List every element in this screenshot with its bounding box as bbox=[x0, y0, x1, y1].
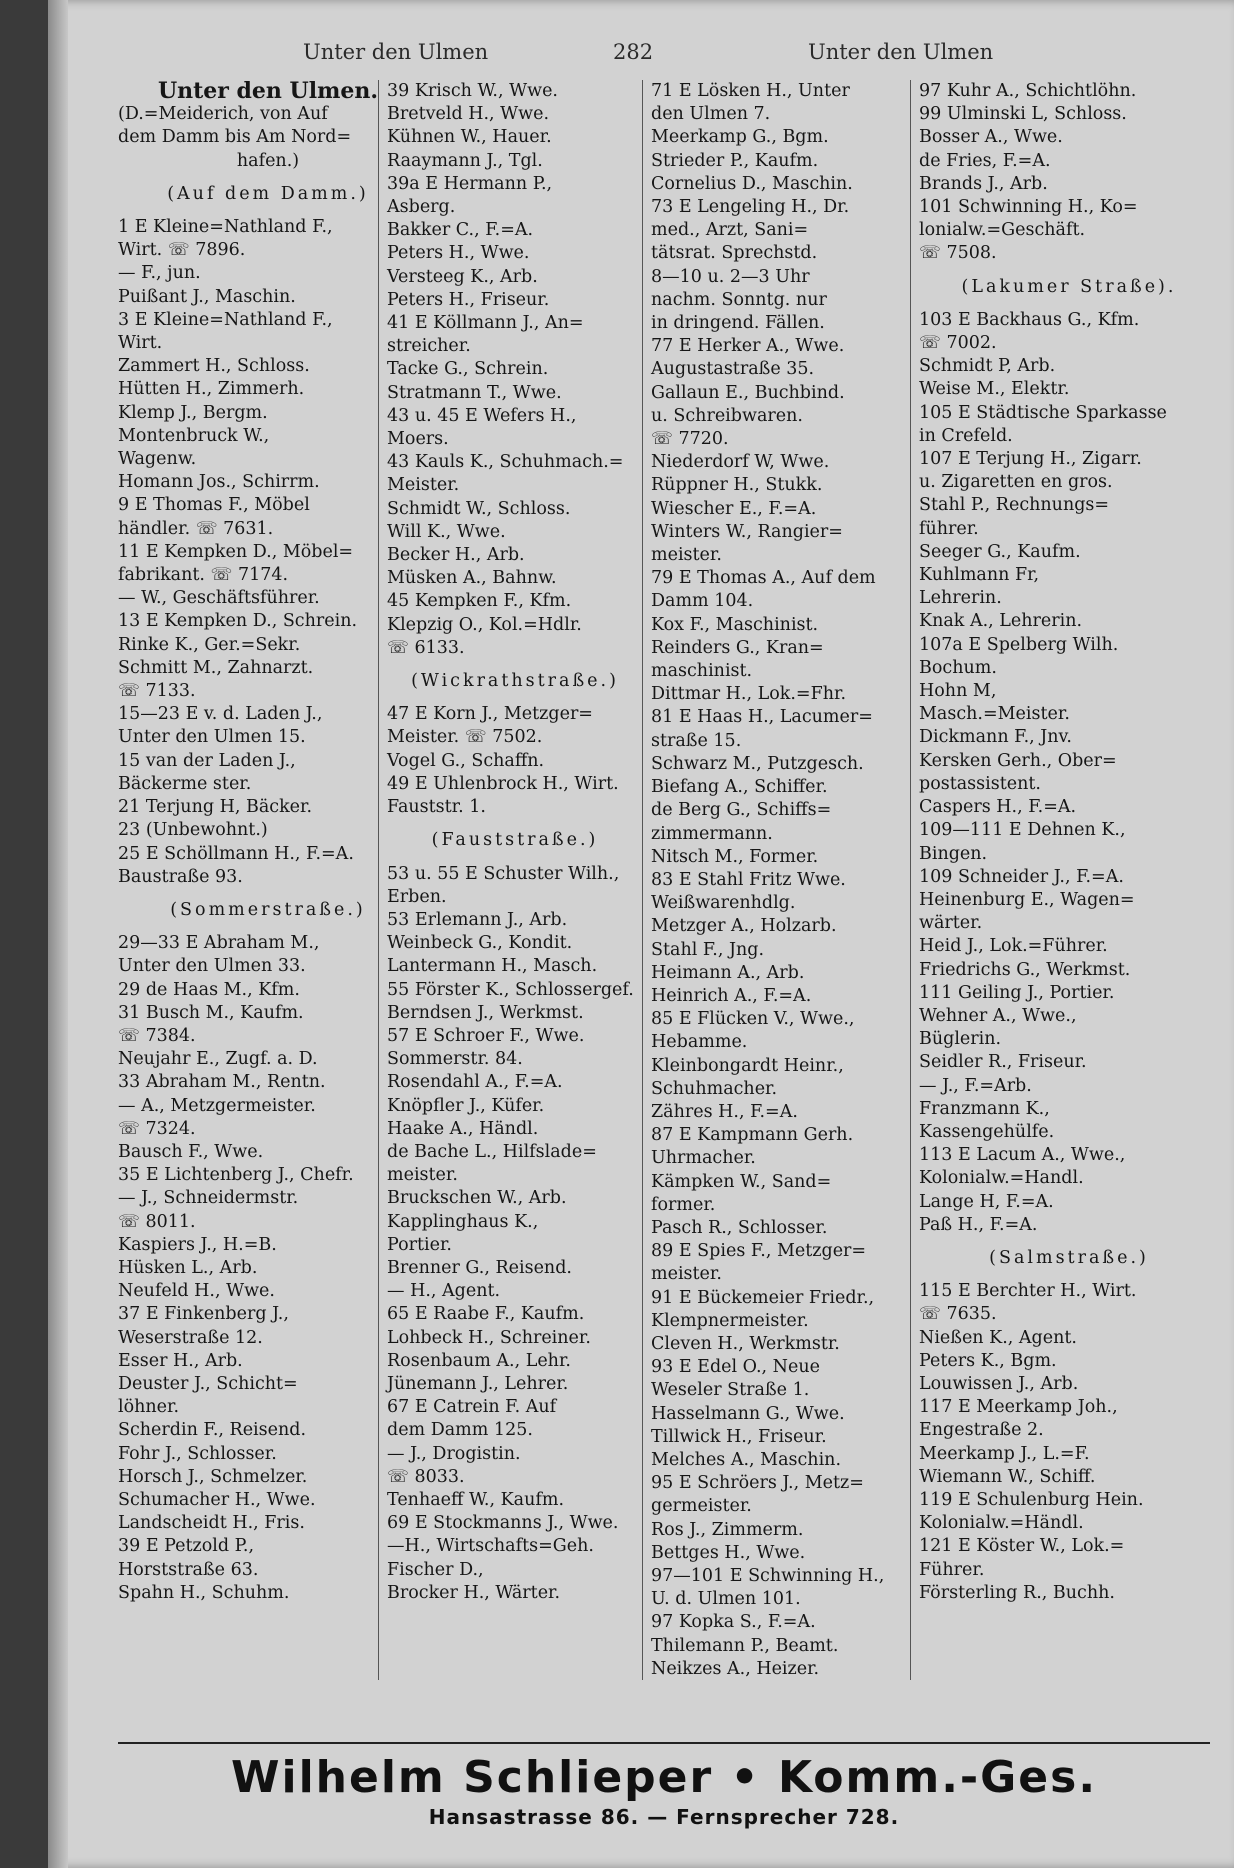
street-title: Unter den Ulmen. bbox=[157, 80, 379, 104]
directory-line: 99 Ulminski L, Schloss. bbox=[919, 104, 1127, 125]
directory-line: 67 E Catrein F. Auf bbox=[387, 1397, 557, 1418]
directory-line: U. d. Ulmen 101. bbox=[651, 1589, 801, 1610]
directory-line: 89 E Spies F., Metzger= bbox=[651, 1241, 867, 1262]
directory-line: germeister. bbox=[651, 1496, 752, 1517]
column-4 bbox=[910, 80, 1219, 1680]
directory-line: Lohbeck H., Schreiner. bbox=[387, 1327, 591, 1348]
directory-line: Heimann A., Arb. bbox=[651, 962, 805, 983]
directory-line: Kämpken W., Sand= bbox=[651, 1171, 832, 1192]
directory-line: Wirt. bbox=[118, 333, 163, 354]
directory-line: Kox F., Maschinist. bbox=[651, 614, 819, 635]
directory-line: 93 E Edel O., Neue bbox=[651, 1357, 820, 1378]
directory-line: Schmitt M., Zahnarzt. bbox=[118, 657, 314, 678]
cross-street-heading: (Auf dem Damm.) bbox=[167, 183, 369, 204]
directory-line: ☏ 6133. bbox=[387, 637, 465, 658]
spacer bbox=[919, 299, 1219, 309]
directory-line: 39 E Petzold P., bbox=[118, 1536, 255, 1557]
directory-line: Becker H., Arb. bbox=[387, 545, 525, 566]
page-number: 282 bbox=[613, 40, 654, 64]
directory-line: — H., Agent. bbox=[387, 1281, 501, 1302]
spacer bbox=[919, 266, 1219, 276]
directory-line: 39a E Hermann P., bbox=[387, 173, 553, 194]
directory-line: dem Damm bis Am Nord= bbox=[118, 127, 352, 148]
directory-line: Uhrmacher. bbox=[651, 1148, 756, 1169]
directory-line: Unter den Ulmen 15. bbox=[118, 727, 306, 748]
directory-line: Metzger A., Holzarb. bbox=[651, 916, 837, 937]
directory-line: u. Zigaretten en gros. bbox=[919, 472, 1113, 493]
directory-line: Pasch R., Schlosser. bbox=[651, 1217, 828, 1238]
directory-line: fabrikant. ☏ 7174. bbox=[118, 565, 289, 586]
directory-line: ☏ 7720. bbox=[651, 429, 729, 450]
directory-line: meister. bbox=[651, 545, 722, 566]
directory-line: Meister. bbox=[387, 475, 460, 496]
directory-line: 11 E Kempken D., Möbel= bbox=[118, 541, 354, 562]
directory-line: 39 Krisch W., Wwe. bbox=[387, 81, 558, 101]
directory-line: 53 u. 55 E Schuster Wilh., bbox=[387, 863, 620, 884]
directory-line: Dittmar H., Lok.=Fhr. bbox=[651, 684, 847, 705]
directory-line: Brands J., Arb. bbox=[919, 173, 1048, 194]
cross-street-heading: (Salmstraße.) bbox=[989, 1247, 1149, 1268]
directory-line: Spahn H., Schuhm. bbox=[118, 1582, 290, 1603]
directory-line: — J., Drogistin. bbox=[387, 1443, 521, 1464]
directory-line: Schuhmacher. bbox=[651, 1078, 778, 1099]
directory-line: former. bbox=[651, 1194, 716, 1215]
spacer bbox=[919, 1270, 1219, 1280]
directory-line: ☏ 7508. bbox=[919, 243, 997, 264]
advertisement-title: Wilhelm Schlieper • Komm.-Ges. bbox=[230, 1752, 1098, 1803]
directory-line: Bausch F., Wwe. bbox=[118, 1141, 264, 1162]
directory-line: Schmidt P, Arb. bbox=[919, 356, 1056, 377]
directory-line: Lehrerin. bbox=[919, 588, 1002, 609]
directory-line: Zammert H., Schloss. bbox=[118, 356, 310, 377]
directory-line: dem Damm 125. bbox=[387, 1420, 533, 1441]
directory-line: 37 E Finkenberg J., bbox=[118, 1304, 289, 1325]
directory-line: Neufeld H., Wwe. bbox=[118, 1281, 275, 1302]
directory-line: 115 E Berchter H., Wirt. bbox=[919, 1281, 1137, 1302]
directory-line: Sommerstr. 84. bbox=[387, 1049, 523, 1070]
directory-line: Hütten H., Zimmerh. bbox=[118, 379, 305, 400]
directory-line: 87 E Kampmann Gerh. bbox=[651, 1125, 854, 1146]
directory-line: Zähres H., F.=A. bbox=[651, 1101, 798, 1122]
directory-line: 65 E Raabe F., Kaufm. bbox=[387, 1304, 585, 1325]
directory-line: 55 Förster K., Schlossergef. bbox=[387, 979, 634, 1000]
directory-line: Kapplinghaus K., bbox=[387, 1211, 539, 1232]
spacer bbox=[387, 693, 643, 703]
directory-line: Strieder P., Kaufm. bbox=[651, 150, 819, 171]
directory-line: Louwissen J., Arb. bbox=[919, 1373, 1079, 1394]
directory-line: Rosendahl A., F.=A. bbox=[387, 1072, 563, 1093]
directory-line: 107 E Terjung H., Zigarr. bbox=[919, 449, 1142, 470]
directory-line: 97—101 E Schwinning H., bbox=[651, 1566, 885, 1586]
directory-line: 109—111 E Dehnen K., bbox=[919, 820, 1126, 841]
directory-line: Franzmann K., bbox=[919, 1098, 1050, 1119]
directory-line: 1 E Kleine=Nathland F., bbox=[118, 217, 333, 238]
directory-line: Kassengehülfe. bbox=[919, 1121, 1055, 1142]
directory-line: Stahl P., Rechnungs= bbox=[919, 495, 1110, 516]
directory-line: ☏ 8033. bbox=[387, 1466, 465, 1487]
directory-line: 117 E Meerkamp Joh., bbox=[919, 1397, 1118, 1418]
directory-line: 101 Schwinning H., Ko= bbox=[919, 197, 1138, 218]
directory-line: Klepzig O., Kol.=Hdlr. bbox=[387, 614, 582, 635]
directory-line: Bingen. bbox=[919, 843, 988, 864]
directory-line: 79 E Thomas A., Auf dem bbox=[651, 568, 876, 589]
directory-line: Knöpfler J., Küfer. bbox=[387, 1095, 545, 1116]
directory-line: Cornelius D., Maschin. bbox=[651, 173, 853, 194]
directory-line: Reinders G., Kran= bbox=[651, 637, 824, 658]
directory-line: Scherdin F., Reisend. bbox=[118, 1420, 307, 1441]
directory-line: Jünemann J., Lehrer. bbox=[387, 1373, 569, 1394]
directory-line: Rosenbaum A., Lehr. bbox=[387, 1350, 571, 1371]
directory-line: — J., Schneidermstr. bbox=[118, 1188, 299, 1209]
directory-line: Büglerin. bbox=[919, 1029, 1002, 1050]
directory-line: 97 Kuhr A., Schichtlöhn. bbox=[919, 81, 1137, 101]
directory-line: Puißant J., Maschin. bbox=[118, 286, 296, 307]
cross-street-heading: (Lakumer Straße). bbox=[961, 276, 1177, 297]
directory-line: Kolonialw.=Handl. bbox=[919, 1168, 1084, 1189]
directory-line: Vogel G., Schaffn. bbox=[387, 750, 545, 771]
directory-line: med., Arzt, Sani= bbox=[651, 220, 809, 241]
directory-line: Bruckschen W., Arb. bbox=[387, 1188, 567, 1209]
directory-line: Brocker H., Wärter. bbox=[387, 1582, 561, 1603]
directory-line: Engestraße 2. bbox=[919, 1420, 1044, 1441]
directory-line: 109 Schneider J., F.=A. bbox=[919, 866, 1124, 887]
directory-line: Raaymann J., Tgl. bbox=[387, 150, 543, 171]
directory-line: —H., Wirtschafts=Geh. bbox=[387, 1536, 594, 1557]
directory-line: — J., F.=Arb. bbox=[919, 1075, 1032, 1096]
directory-line: 33 Abraham M., Rentn. bbox=[118, 1072, 326, 1093]
directory-line: 105 E Städtische Sparkasse bbox=[919, 402, 1167, 423]
directory-line: 97 Kopka S., F.=A. bbox=[651, 1612, 816, 1633]
directory-line: Erben. bbox=[387, 886, 447, 907]
running-head-left: Unter den Ulmen bbox=[303, 40, 489, 64]
directory-line: Heinenburg E., Wagen= bbox=[919, 889, 1135, 910]
directory-line: Damm 104. bbox=[651, 591, 754, 612]
directory-line: ☏ 7133. bbox=[118, 681, 196, 702]
directory-line: Kersken Gerh., Ober= bbox=[919, 750, 1117, 771]
directory-line: 103 E Backhaus G., Kfm. bbox=[919, 309, 1140, 330]
directory-line: Asberg. bbox=[387, 197, 456, 218]
directory-line: ☏ 7324. bbox=[118, 1118, 196, 1139]
directory-line: u. Schreibwaren. bbox=[651, 405, 803, 426]
cross-street-heading: (Sommerstraße.) bbox=[170, 899, 366, 920]
directory-line: Baustraße 93. bbox=[118, 866, 243, 887]
directory-line: Wirt. ☏ 7896. bbox=[118, 240, 246, 261]
directory-line: Ros J., Zimmerm. bbox=[651, 1519, 804, 1540]
directory-line: — W., Geschäftsführer. bbox=[118, 588, 320, 609]
directory-line: 73 E Lengeling H., Dr. bbox=[651, 197, 850, 218]
footer-rule bbox=[118, 1742, 1210, 1744]
directory-line: 81 E Haas H., Lacumer= bbox=[651, 707, 873, 728]
directory-line: Moers. bbox=[387, 429, 449, 450]
directory-line: Wiescher E., F.=A. bbox=[651, 498, 817, 519]
directory-line: Fohr J., Schlosser. bbox=[118, 1443, 277, 1464]
directory-line: 107a E Spelberg Wilh. bbox=[919, 634, 1119, 655]
directory-line: Knak A., Lehrerin. bbox=[919, 611, 1083, 632]
directory-line: Seeger G., Kaufm. bbox=[919, 541, 1081, 562]
directory-line: 23 (Unbewohnt.) bbox=[118, 820, 268, 841]
directory-line: streicher. bbox=[387, 336, 471, 357]
directory-line: tätsrat. Sprechstd. bbox=[651, 243, 818, 264]
directory-line: Neujahr E., Zugf. a. D. bbox=[118, 1049, 318, 1070]
directory-line: Friedrichs G., Werkmst. bbox=[919, 959, 1131, 980]
directory-line: Rüppner H., Stukk. bbox=[651, 475, 823, 496]
directory-line: löhner. bbox=[118, 1397, 180, 1418]
directory-line: Bretveld H., Wwe. bbox=[387, 104, 550, 125]
directory-line: — A., Metzgermeister. bbox=[118, 1095, 316, 1116]
directory-line: 85 E Flücken V., Wwe., bbox=[651, 1009, 855, 1030]
directory-line: führer. bbox=[919, 518, 979, 539]
directory-line: Masch.=Meister. bbox=[919, 704, 1070, 725]
directory-line: 49 E Uhlenbrock H., Wirt. bbox=[387, 773, 619, 794]
directory-line: 43 Kauls K., Schuhmach.= bbox=[387, 452, 624, 473]
directory-line: Montenbruck W., bbox=[118, 425, 270, 446]
directory-line: Stratmann T., Wwe. bbox=[387, 382, 562, 403]
directory-line: Horststraße 63. bbox=[118, 1559, 259, 1580]
directory-line: Kühnen W., Hauer. bbox=[387, 127, 552, 148]
directory-line: Klempnermeister. bbox=[651, 1310, 809, 1331]
directory-line: Tenhaeff W., Kaufm. bbox=[387, 1489, 565, 1510]
directory-line: Biefang A., Schiffer. bbox=[651, 777, 828, 798]
directory-line: 113 E Lacum A., Wwe., bbox=[919, 1145, 1126, 1166]
directory-line: Seidler R., Friseur. bbox=[919, 1052, 1087, 1073]
directory-line: Melches A., Maschin. bbox=[651, 1449, 842, 1470]
directory-line: Bäckerme ster. bbox=[118, 773, 252, 794]
directory-line: ☏ 7002. bbox=[919, 333, 997, 354]
column-2 bbox=[378, 80, 643, 1680]
directory-line: Lange H, F.=A. bbox=[919, 1191, 1054, 1212]
directory-line: 57 E Schroer F., Wwe. bbox=[387, 1025, 585, 1046]
directory-line: Führer. bbox=[919, 1559, 985, 1580]
running-head bbox=[48, 40, 1234, 74]
directory-line: Winters W., Rangier= bbox=[651, 521, 843, 542]
directory-line: Hohn M, bbox=[919, 681, 997, 702]
directory-line: de Bache L., Hilfslade= bbox=[387, 1141, 597, 1162]
directory-line: Kuhlmann Fr, bbox=[919, 565, 1040, 586]
directory-line: 53 Erlemann J., Arb. bbox=[387, 909, 568, 930]
spacer bbox=[919, 1237, 1219, 1247]
directory-line: wärter. bbox=[919, 913, 983, 934]
directory-line: Wagenw. bbox=[118, 449, 197, 470]
directory-line: meister. bbox=[387, 1165, 458, 1186]
directory-line: postassistent. bbox=[919, 773, 1041, 794]
directory-line: lonialw.=Geschäft. bbox=[919, 220, 1086, 241]
directory-line: ☏ 8011. bbox=[118, 1211, 196, 1232]
directory-line: 9 E Thomas F., Möbel bbox=[118, 495, 310, 516]
directory-line: 41 E Köllmann J., An= bbox=[387, 313, 584, 334]
directory-line: hafen.) bbox=[236, 150, 300, 171]
directory-line: — F., jun. bbox=[118, 263, 201, 284]
directory-line: 43 u. 45 E Wefers H., bbox=[387, 405, 577, 426]
directory-line: 69 E Stockmanns J., Wwe. bbox=[387, 1513, 619, 1534]
directory-line: de Berg G., Schiffs= bbox=[651, 800, 832, 821]
directory-line: 29—33 E Abraham M., bbox=[118, 933, 320, 954]
directory-line: Bochum. bbox=[919, 657, 997, 678]
directory-line: Kolonialw.=Händl. bbox=[919, 1513, 1084, 1534]
directory-line: 71 E Lösken H., Unter bbox=[651, 81, 850, 101]
directory-line: 35 E Lichtenberg J., Chefr. bbox=[118, 1165, 354, 1186]
directory-line: 121 E Köster W., Lok.= bbox=[919, 1536, 1125, 1557]
directory-line: Lantermann H., Masch. bbox=[387, 956, 598, 977]
book-spine bbox=[48, 0, 68, 1868]
directory-page bbox=[48, 0, 1234, 1868]
directory-line: Peters H., Friseur. bbox=[387, 289, 550, 310]
directory-line: Augustastraße 35. bbox=[651, 359, 815, 380]
directory-line: Weinbeck G., Kondit. bbox=[387, 933, 573, 954]
directory-line: maschinist. bbox=[651, 661, 753, 682]
directory-line: Müsken A., Bahnw. bbox=[387, 568, 557, 589]
directory-line: Cleven H., Werkmstr. bbox=[651, 1333, 840, 1354]
directory-line: Hüsken L., Arb. bbox=[118, 1257, 258, 1278]
directory-line: 119 E Schulenburg Hein. bbox=[919, 1489, 1144, 1510]
directory-line: 91 E Bückemeier Friedr., bbox=[651, 1287, 875, 1308]
directory-line: Weißwarenhdlg. bbox=[651, 893, 796, 914]
directory-line: de Fries, F.=A. bbox=[919, 150, 1051, 171]
directory-line: den Ulmen 7. bbox=[651, 104, 771, 125]
directory-line: Caspers H., F.=A. bbox=[919, 797, 1077, 818]
directory-line: (D.=Meiderich, von Auf bbox=[118, 104, 328, 125]
directory-line: Wiemann W., Schiff. bbox=[919, 1466, 1096, 1487]
directory-line: Hasselmann G., Wwe. bbox=[651, 1403, 845, 1424]
directory-line: Dickmann F., Jnv. bbox=[919, 727, 1072, 748]
directory-line: Weise M., Elektr. bbox=[919, 379, 1070, 400]
directory-line: Fischer D., bbox=[387, 1559, 484, 1580]
directory-line: Unter den Ulmen 33. bbox=[118, 956, 306, 977]
directory-line: 13 E Kempken D., Schrein. bbox=[118, 611, 358, 632]
directory-line: Kleinbongardt Heinr., bbox=[651, 1055, 844, 1076]
column-1 bbox=[118, 80, 418, 1680]
directory-line: Rinke K., Ger.=Sekr. bbox=[118, 634, 301, 655]
spacer bbox=[118, 889, 418, 899]
running-head-right: Unter den Ulmen bbox=[808, 40, 994, 64]
directory-line: Meerkamp G., Bgm. bbox=[651, 127, 829, 148]
spacer bbox=[118, 206, 418, 216]
directory-line: Kaspiers J., H.=B. bbox=[118, 1234, 277, 1255]
spacer bbox=[387, 853, 643, 863]
directory-line: Klemp J., Bergm. bbox=[118, 402, 268, 423]
directory-line: 15—23 E v. d. Laden J., bbox=[118, 704, 323, 725]
directory-line: Haake A., Händl. bbox=[387, 1118, 539, 1139]
directory-line: Horsch J., Schmelzer. bbox=[118, 1466, 308, 1487]
spacer bbox=[118, 922, 418, 932]
directory-line: Weserstraße 12. bbox=[118, 1327, 263, 1348]
directory-line: 77 E Herker A., Wwe. bbox=[651, 336, 845, 357]
directory-line: Tacke G., Schrein. bbox=[387, 359, 549, 380]
directory-line: 111 Geiling J., Portier. bbox=[919, 982, 1115, 1003]
directory-line: Heinrich A., F.=A. bbox=[651, 985, 812, 1006]
directory-line: Bosser A., Wwe. bbox=[919, 127, 1063, 148]
directory-line: in dringend. Fällen. bbox=[651, 313, 825, 334]
directory-line: Berndsen J., Werkmst. bbox=[387, 1002, 584, 1023]
cross-street-heading: (Wickrathstraße.) bbox=[411, 671, 619, 692]
directory-line: Peters H., Wwe. bbox=[387, 243, 530, 264]
directory-line: Gallaun E., Buchbind. bbox=[651, 382, 845, 403]
directory-line: Stahl F., Jng. bbox=[651, 939, 765, 960]
directory-line: Paß H., F.=A. bbox=[919, 1214, 1038, 1235]
directory-line: zimmermann. bbox=[651, 823, 773, 844]
directory-line: 45 Kempken F., Kfm. bbox=[387, 591, 572, 612]
directory-line: Deuster J., Schicht= bbox=[118, 1373, 298, 1394]
directory-line: Schmidt W., Schloss. bbox=[387, 498, 571, 519]
directory-line: 29 de Haas M., Kfm. bbox=[118, 979, 300, 1000]
directory-line: Neikzes A., Heizer. bbox=[651, 1658, 820, 1679]
directory-line: Wehner A., Wwe., bbox=[919, 1005, 1077, 1026]
directory-line: Homann Jos., Schirrm. bbox=[118, 472, 320, 493]
directory-line: Versteeg K., Arb. bbox=[387, 266, 538, 287]
directory-line: ☏ 7384. bbox=[118, 1025, 196, 1046]
directory-line: Bettges H., Wwe. bbox=[651, 1542, 806, 1563]
directory-line: ☏ 7635. bbox=[919, 1304, 997, 1325]
directory-line: Schwarz M., Putzgesch. bbox=[651, 753, 864, 774]
directory-line: Hebamme. bbox=[651, 1032, 748, 1053]
directory-line: Niederdorf W, Wwe. bbox=[651, 452, 830, 473]
directory-line: Heid J., Lok.=Führer. bbox=[919, 936, 1108, 957]
directory-line: 31 Busch M., Kaufm. bbox=[118, 1002, 304, 1023]
directory-line: Esser H., Arb. bbox=[118, 1350, 243, 1371]
spacer bbox=[387, 819, 643, 829]
directory-line: 15 van der Laden J., bbox=[118, 750, 296, 771]
directory-line: nachm. Sonntg. nur bbox=[651, 289, 827, 310]
directory-line: 3 E Kleine=Nathland F., bbox=[118, 309, 333, 330]
directory-line: straße 15. bbox=[651, 730, 742, 751]
advertisement-subtitle: Hansastrasse 86. — Fernsprecher 728. bbox=[428, 1805, 900, 1829]
directory-line: Försterling R., Buchh. bbox=[919, 1582, 1115, 1603]
directory-line: 83 E Stahl Fritz Wwe. bbox=[651, 869, 846, 890]
advertisement bbox=[118, 1752, 1210, 1829]
directory-line: Portier. bbox=[387, 1234, 452, 1255]
directory-line: Landscheidt H., Fris. bbox=[118, 1513, 305, 1534]
directory-line: Schumacher H., Wwe. bbox=[118, 1489, 316, 1510]
directory-line: 8—10 u. 2—3 Uhr bbox=[651, 266, 810, 287]
directory-line: Brenner G., Reisend. bbox=[387, 1257, 572, 1278]
directory-line: Fauststr. 1. bbox=[387, 797, 486, 818]
directory-line: 47 E Korn J., Metzger= bbox=[387, 704, 593, 725]
directory-line: Bakker C., F.=A. bbox=[387, 220, 534, 241]
directory-line: 25 E Schöllmann H., F.=A. bbox=[118, 843, 354, 864]
directory-line: Meerkamp J., L.=F. bbox=[919, 1443, 1090, 1464]
spacer bbox=[387, 660, 643, 670]
directory-line: Meister. ☏ 7502. bbox=[387, 727, 543, 748]
directory-line: 95 E Schröers J., Metz= bbox=[651, 1473, 864, 1494]
spacer bbox=[118, 173, 418, 183]
directory-line: Nießen K., Agent. bbox=[919, 1327, 1077, 1348]
directory-line: Will K., Wwe. bbox=[387, 521, 506, 542]
directory-line: in Crefeld. bbox=[919, 425, 1013, 446]
directory-line: Peters K., Bgm. bbox=[919, 1350, 1057, 1371]
directory-line: Weseler Straße 1. bbox=[651, 1380, 810, 1401]
directory-line: Thilemann P., Beamt. bbox=[651, 1635, 839, 1656]
directory-line: 21 Terjung H, Bäcker. bbox=[118, 797, 313, 818]
directory-line: meister. bbox=[651, 1264, 722, 1285]
directory-line: händler. ☏ 7631. bbox=[118, 518, 274, 539]
cross-street-heading: (Fauststraße.) bbox=[431, 830, 599, 851]
column-3 bbox=[642, 80, 913, 1680]
directory-line: Tillwick H., Friseur. bbox=[651, 1426, 827, 1447]
directory-line: Nitsch M., Former. bbox=[651, 846, 819, 867]
